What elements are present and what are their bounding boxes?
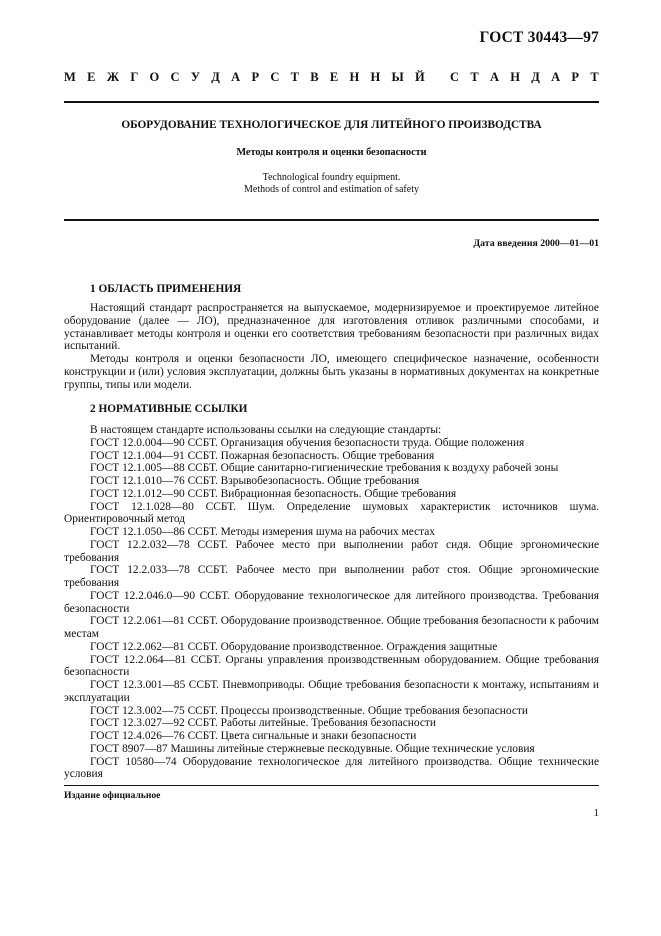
reference-item: ГОСТ 12.2.062—81 ССБТ. Оборудование производственное. Ограждения защитные <box>90 640 498 653</box>
english-title-line: Methods of control and estimation of safety <box>244 184 419 195</box>
reference-item: ГОСТ 12.2.064—81 ССБТ. Органы управления производственным оборудованием. Общие требования безопасности <box>64 653 599 679</box>
banner-letter: О <box>149 70 160 84</box>
reference-item: ГОСТ 12.2.061—81 ССБТ. Оборудование производственное. Общие требования безопасности к рабочим местам <box>64 615 599 640</box>
banner-letter: Ж <box>106 70 120 84</box>
standard-code: ГОСТ 30443—97 <box>479 29 599 46</box>
banner-letter: У <box>190 70 201 84</box>
interstate-standard-banner <box>64 70 599 85</box>
banner-letter: Н <box>370 70 381 84</box>
section-heading-scope: 1 ОБЛАСТЬ ПРИМЕНЕНИЯ <box>90 283 242 295</box>
reference-item: ГОСТ 12.1.028—80 ССБТ. Шум. Определение шумовых характеристик источников шума. Ориентировочный метод <box>64 500 599 526</box>
reference-item: ГОСТ 8907—87 Машины литейные стержневые пескодувные. Общие технические условия <box>90 742 535 755</box>
banner-letter: Г <box>130 70 139 84</box>
references-list <box>64 424 599 781</box>
banner-letter: М <box>64 70 76 84</box>
banner-letter: Т <box>470 70 479 84</box>
footer-divider <box>64 785 599 786</box>
page-number: 1 <box>593 807 599 819</box>
reference-item: ГОСТ 12.1.010—76 ССБТ. Взрывобезопасность. Общие требования <box>90 475 420 487</box>
reference-item: ГОСТ 12.2.033—78 ССБТ. Рабочее место при выполнении работ стоя. Общие эргономические требования <box>64 564 599 589</box>
header-divider <box>64 101 599 103</box>
section-heading-references: 2 НОРМАТИВНЫЕ ССЫЛКИ <box>90 403 248 415</box>
document-title: ОБОРУДОВАНИЕ ТЕХНОЛОГИЧЕСКОЕ ДЛЯ ЛИТЕЙНОГО ПРОИЗВОДСТВА <box>121 119 542 131</box>
introduction-date: Дата введения 2000—01—01 <box>473 238 599 249</box>
banner-letter: С <box>270 70 280 84</box>
banner-letter: В <box>310 70 319 84</box>
reference-item: ГОСТ 12.0.004—90 ССБТ. Организация обучения безопасности труда. Общие положения <box>90 436 525 449</box>
banner-letter: А <box>489 70 499 84</box>
banner-letter: А <box>551 70 561 84</box>
banner-letter: Е <box>329 70 339 84</box>
section-scope-body <box>64 302 599 391</box>
reference-item: ГОСТ 12.1.004—91 ССБТ. Пожарная безопасность. Общие требования <box>90 449 435 462</box>
reference-item: ГОСТ 12.1.050—86 ССБТ. Методы измерения шума на рабочих местах <box>90 526 436 538</box>
document-subtitle: Методы контроля и оценки безопасности <box>236 147 427 158</box>
english-title-line: Technological foundry equipment. <box>262 172 401 183</box>
banner-letter: А <box>231 70 241 84</box>
reference-item: ГОСТ 12.1.005—88 ССБТ. Общие санитарно-гигиенические требования к воздуху рабочей зоны <box>90 462 559 475</box>
banner-letter: Т <box>290 70 300 84</box>
banner-letter: Н <box>510 70 520 84</box>
reference-item: ГОСТ 10580—74 Оборудование технологическое для литейного производства. Общие технические условия <box>64 755 599 781</box>
banner-letter: С <box>170 70 180 84</box>
reference-item: ГОСТ 12.2.046.0—90 ССБТ. Оборудование технологическое для литейного производства. Требования безопасности <box>64 589 599 615</box>
reference-item: ГОСТ 12.3.027—92 ССБТ. Работы литейные. Требования безопасности <box>90 717 436 730</box>
banner-letter: Н <box>349 70 360 84</box>
banner-letter: Ы <box>391 70 404 84</box>
reference-item: ГОСТ 12.2.032—78 ССБТ. Рабочее место при выполнении работ сидя. Общие эргономические требования <box>64 538 599 564</box>
english-title <box>64 172 599 196</box>
banner-letter: Д <box>531 70 540 84</box>
banner-letter: Е <box>87 70 96 84</box>
reference-item: ГОСТ 12.3.001—85 ССБТ. Пневмоприводы. Общие требования безопасности к монтажу, испытаниям и эксплуатации <box>64 679 599 704</box>
paragraph: Методы контроля и оценки безопасности ЛО, имеющего специфическое назначение, особенности конструкции и (или) условия эксплуатации, должны быть указаны в нормативных документах на конкретные группы, типы или модели. <box>64 353 599 391</box>
banner-letter: Д <box>211 70 220 84</box>
banner-letter: Й <box>415 70 425 84</box>
reference-item: ГОСТ 12.3.002—75 ССБТ. Процессы производственные. Общие требования безопасности <box>90 704 528 717</box>
banner-letter: Р <box>251 70 260 84</box>
banner-letter: С <box>450 70 460 84</box>
title-divider <box>64 219 599 221</box>
paragraph: Настоящий стандарт распространяется на выпускаемое, модернизируемое и проектируемое литейное оборудование (далее — ЛО), предназначенное для изготовления отливок различными способами, и устанавливает методы контроля и оценки его соответствия требованиям безопасности при различных видах испытаний. <box>64 302 599 353</box>
banner-letter: Т <box>590 70 599 84</box>
reference-item: ГОСТ 12.4.026—76 ССБТ. Цвета сигнальные и знаки безопасности <box>90 730 417 742</box>
list-intro: В настоящем стандарте использованы ссылки на следующие стандарты: <box>90 424 442 436</box>
official-edition-label: Издание официальное <box>64 790 161 801</box>
banner-letter: Р <box>571 70 580 84</box>
reference-item: ГОСТ 12.1.012—90 ССБТ. Вибрационная безопасность. Общие требования <box>90 487 457 500</box>
